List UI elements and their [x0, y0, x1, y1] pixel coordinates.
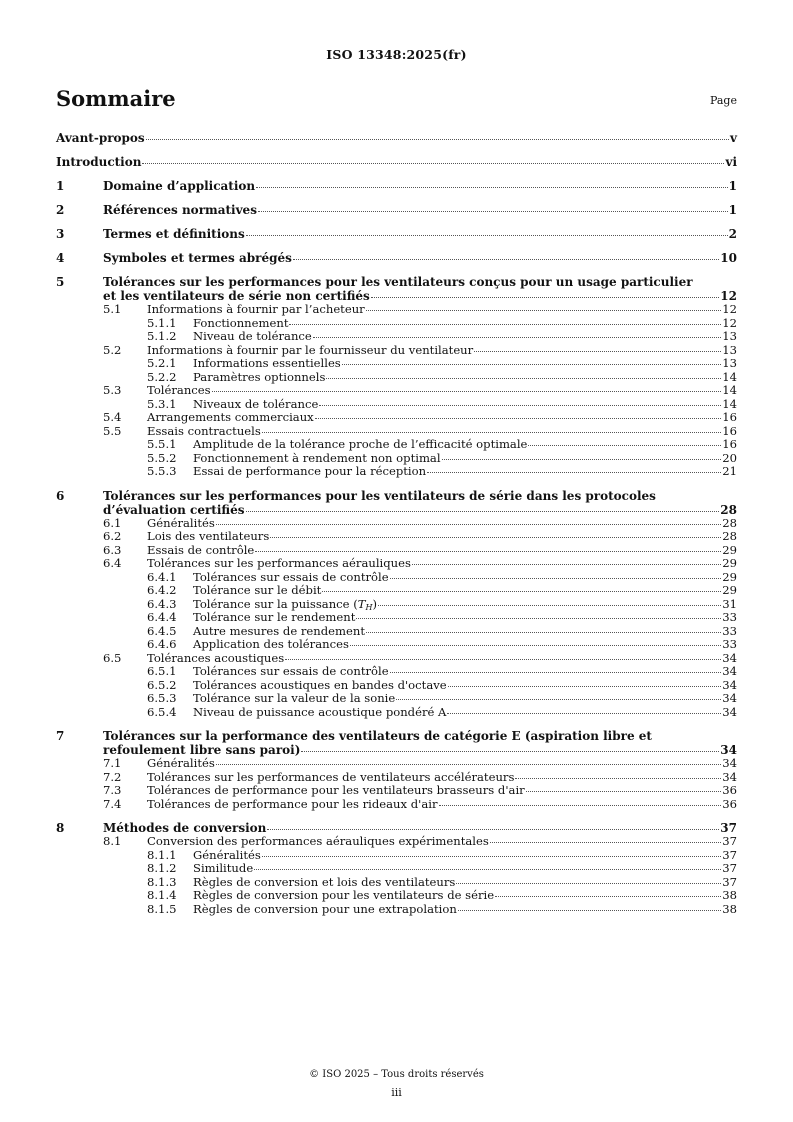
- toc-entry-number: 5.2.2: [147, 369, 177, 384]
- page-title: Sommaire: [56, 86, 176, 111]
- toc-entry-page: 16: [722, 423, 737, 438]
- toc-entry-number: 6.4.3: [147, 596, 177, 611]
- toc-entry-page: 38: [722, 901, 737, 916]
- toc-entry-1[interactable]: [56, 179, 737, 193]
- toc-entry-page: 14: [722, 369, 737, 384]
- toc-entry-page: 34: [722, 677, 737, 692]
- toc-entry-page: 37: [722, 874, 737, 889]
- dot-leader: [212, 391, 722, 392]
- toc-entry-text-main: Tolérance sur la puissance (: [193, 596, 358, 611]
- dot-leader: [366, 310, 722, 311]
- toc-entry-text: Essais contractuels: [147, 423, 261, 438]
- toc-entry-page: 29: [722, 569, 737, 584]
- toc-entry-page: 10: [720, 251, 737, 265]
- toc-entry-5-1-2[interactable]: [56, 330, 737, 344]
- toc-entry-5-1-1[interactable]: [56, 317, 737, 331]
- toc-entry-text: Avant-propos: [56, 131, 145, 145]
- toc-entry-text: Tolérances sur essais de contrôle: [193, 664, 389, 678]
- toc-entry-6-line1[interactable]: [56, 489, 737, 503]
- toc-entry-6-5-4[interactable]: [56, 706, 737, 720]
- toc-entry-8-1-1[interactable]: [56, 849, 737, 863]
- toc-entry-text: et les ventilateurs de série non certifiés: [103, 289, 370, 303]
- toc-entry-8-1-4[interactable]: [56, 889, 737, 903]
- toc-entry-7-line1[interactable]: [56, 729, 737, 743]
- toc-entry-text: Généralités: [193, 847, 261, 862]
- dot-leader: [396, 699, 721, 700]
- toc-entry-number: 6.4.1: [147, 569, 177, 584]
- dot-leader: [456, 883, 721, 884]
- toc-entry-text: Niveaux de tolérance: [193, 396, 319, 411]
- toc-entry-text: Autre mesures de rendement: [193, 623, 365, 638]
- toc-entry-7-line2[interactable]: [56, 743, 737, 757]
- toc-entry-page: 14: [722, 383, 737, 397]
- toc-entry-text: d’évaluation certifiés: [103, 502, 245, 517]
- dot-leader: [495, 896, 721, 897]
- toc-entry-page: 28: [720, 502, 737, 517]
- toc-entry-text: Tolérances sur la performance des ventilateurs de catégorie E (aspiration libre et: [103, 729, 652, 743]
- toc-entry-text: Application des tolérances: [193, 637, 349, 651]
- dot-leader: [254, 869, 721, 870]
- dot-leader: [350, 645, 721, 646]
- toc-entry-6-4[interactable]: [56, 557, 737, 571]
- dot-leader: [322, 591, 721, 592]
- toc-entry-page: 21: [722, 464, 737, 478]
- toc-entry-text: Paramètres optionnels: [193, 369, 326, 384]
- dot-leader: [142, 163, 724, 164]
- toc-entry-text: Similitude: [193, 861, 254, 875]
- toc-entry-number: 8.1.2: [147, 861, 177, 875]
- page-column-label: Page: [709, 94, 737, 107]
- dot-leader: [515, 778, 721, 779]
- toc-entry-text: Introduction: [56, 155, 142, 169]
- toc-entry-text: Informations à fournir par le fournisseur du ventilateur: [147, 342, 474, 357]
- toc-entry-page: 13: [722, 342, 737, 357]
- power-symbol: T: [357, 596, 366, 611]
- toc-entry-number: 7: [56, 729, 65, 743]
- toc-entry-text: Généralités: [147, 756, 215, 770]
- power-symbol-subscript: H: [365, 602, 373, 612]
- toc-entry-avant-propos[interactable]: [56, 131, 737, 145]
- toc-entry-5-5-2[interactable]: [56, 452, 737, 466]
- toc-entry-page: vi: [725, 155, 737, 169]
- copyright-notice: © ISO 2025 – Tous droits réservés: [309, 1069, 484, 1080]
- toc-entry-8[interactable]: [56, 821, 737, 835]
- toc-entry-page: 28: [722, 515, 737, 530]
- dot-leader: [526, 791, 722, 792]
- toc-entry-text: Règles de conversion pour les ventilateurs de série: [193, 888, 495, 902]
- toc-entry-6-4-1[interactable]: [56, 571, 737, 585]
- toc-entry-text: Tolérances sur les performances pour les ventilateurs conçus pour un usage particulier: [103, 275, 693, 289]
- toc-entry-introduction[interactable]: [56, 155, 737, 169]
- dot-leader: [267, 829, 719, 830]
- toc-entry-page: 34: [722, 650, 737, 665]
- toc-entry-page: 29: [722, 542, 737, 557]
- toc-entry-number: 3: [56, 227, 65, 241]
- toc-entry-number: 5.3.1: [147, 396, 177, 411]
- dot-leader: [255, 551, 721, 552]
- toc-entry-number: 8.1: [103, 834, 122, 848]
- toc-entry-text: Fonctionnement à rendement non optimal: [193, 450, 441, 465]
- toc-entry-number: 5.2: [103, 342, 122, 357]
- toc-entry-text: Tolérances sur les performances de ventilateurs accélérateurs: [147, 769, 515, 784]
- dot-leader: [246, 511, 720, 512]
- toc-entry-number: 5.1.2: [147, 329, 177, 343]
- toc-entry-6-1[interactable]: [56, 517, 737, 531]
- toc-entry-page: 34: [722, 769, 737, 784]
- toc-entry-number: 5: [56, 275, 65, 289]
- toc-entry-5-5[interactable]: [56, 425, 737, 439]
- dot-leader: [301, 751, 719, 752]
- toc-entry-number: 6.3: [103, 542, 122, 557]
- toc-entry-6-5-3[interactable]: [56, 692, 737, 706]
- toc-entry-text: Tolérances sur les performances pour les ventilateurs de série dans les protocoles: [103, 488, 656, 503]
- toc-entry-text: Domaine d’application: [103, 179, 256, 193]
- standard-header: ISO 13348:2025(fr): [326, 47, 467, 62]
- dot-leader: [356, 618, 721, 619]
- dot-leader: [447, 713, 721, 714]
- toc-entry-8-1-5[interactable]: [56, 903, 737, 917]
- toc-entry-page: 37: [720, 821, 737, 835]
- toc-entry-number: 6.5.4: [147, 704, 177, 719]
- toc-entry-number: 1: [56, 179, 65, 193]
- toc-entry-page: 33: [722, 623, 737, 638]
- toc-entry-6-4-6[interactable]: [56, 638, 737, 652]
- dot-leader: [289, 324, 721, 325]
- toc-entry-text: Généralités: [147, 515, 215, 530]
- dot-leader: [490, 842, 721, 843]
- dot-leader: [412, 564, 721, 565]
- toc-entry-6-5-2[interactable]: [56, 679, 737, 693]
- toc-entry-page: 13: [722, 329, 737, 343]
- toc-entry-text: Tolérance sur le rendement: [193, 610, 356, 624]
- dot-leader: [246, 235, 728, 236]
- toc-entry-number: 6.4.4: [147, 610, 177, 624]
- toc-entry-number: 5.5.1: [147, 437, 177, 451]
- dot-leader: [262, 856, 721, 857]
- toc-entry-text: Tolérances de performance pour les rideaux d'air: [147, 796, 438, 811]
- toc-entry-8-1[interactable]: [56, 835, 737, 849]
- toc-entry-number: 8.1.5: [147, 901, 177, 916]
- toc-entry-number: 8.1.3: [147, 874, 177, 889]
- toc-entry-text: Tolérances de performance pour les ventilateurs brasseurs d'air: [147, 783, 525, 797]
- toc-entry-4[interactable]: [56, 251, 737, 265]
- toc-entry-number: 8: [56, 821, 65, 835]
- toc-entry-page: 12: [722, 315, 737, 330]
- toc-entry-6-2[interactable]: [56, 530, 737, 544]
- toc-entry-number: 8.1.1: [147, 847, 177, 862]
- toc-entry-6-5-1[interactable]: [56, 665, 737, 679]
- toc-entry-text: Références normatives: [103, 203, 257, 217]
- toc-entry-page: 1: [728, 179, 737, 193]
- dot-leader: [146, 139, 729, 140]
- toc-entry-text: Conversion des performances aérauliques expérimentales: [147, 834, 489, 848]
- toc-entry-5-3-1[interactable]: [56, 398, 737, 412]
- toc-entry-number: 5.5.3: [147, 464, 177, 478]
- toc-entry-text: Règles de conversion pour une extrapolation: [193, 901, 457, 916]
- toc-entry-page: 33: [722, 637, 737, 651]
- dot-leader: [458, 910, 721, 911]
- dot-leader: [390, 578, 722, 579]
- toc-entry-5-4[interactable]: [56, 411, 737, 425]
- dot-leader: [366, 632, 721, 633]
- toc-entry-number: 2: [56, 203, 65, 217]
- toc-entry-number: 6.5: [103, 650, 122, 665]
- toc-entry-5-1[interactable]: [56, 303, 737, 317]
- dot-leader: [216, 524, 721, 525]
- toc-entry-text: Méthodes de conversion: [103, 821, 267, 835]
- toc-entry-text: Essai de performance pour la réception: [193, 464, 427, 478]
- toc-entry-page: 36: [722, 783, 737, 797]
- toc-entry-page: 37: [722, 861, 737, 875]
- toc-entry-page: 34: [720, 743, 737, 757]
- toc-entry-text: Lois des ventilateurs: [147, 529, 270, 543]
- toc-entry-5-2[interactable]: [56, 344, 737, 358]
- dot-leader: [342, 364, 721, 365]
- toc-entry-number: 6.5.1: [147, 664, 177, 678]
- toc-entry-page: 31: [722, 596, 737, 611]
- toc-entry-text: Termes et définitions: [103, 227, 245, 241]
- toc-entry-page: 34: [722, 691, 737, 705]
- dot-leader: [270, 537, 721, 538]
- dot-leader: [262, 432, 721, 433]
- toc-entry-8-1-3[interactable]: [56, 876, 737, 890]
- toc-entry-text: Niveau de puissance acoustique pondéré A: [193, 704, 447, 719]
- toc-entry-text: Tolérances: [147, 383, 211, 397]
- toc-entry-page: 34: [722, 704, 737, 719]
- toc-entry-number: 6.5.3: [147, 691, 177, 705]
- toc-entry-text: Tolérance sur le débit: [193, 583, 322, 597]
- dot-leader: [285, 659, 721, 660]
- toc-entry-6-4-4[interactable]: [56, 611, 737, 625]
- toc-entry-page: 16: [722, 410, 737, 424]
- dot-leader: [319, 405, 721, 406]
- toc-entry-page: 16: [722, 437, 737, 451]
- dot-leader: [528, 445, 721, 446]
- dot-leader: [256, 187, 728, 188]
- toc-entry-text: Règles de conversion et lois des ventilateurs: [193, 874, 456, 889]
- toc-entry-3[interactable]: [56, 227, 737, 241]
- toc-entry-5-3[interactable]: [56, 384, 737, 398]
- toc-entry-text: Amplitude de la tolérance proche de l’efficacité optimale: [193, 437, 528, 451]
- toc-entry-number: 6.4.6: [147, 637, 177, 651]
- toc-entry-text: Tolérance sur la valeur de la sonie: [193, 691, 396, 705]
- toc-entry-text: Informations essentielles: [193, 356, 341, 370]
- toc-entry-number: 6.1: [103, 515, 122, 530]
- dot-leader: [390, 672, 722, 673]
- toc-entry-number: 5.5: [103, 423, 122, 438]
- toc-entry-page: 36: [722, 796, 737, 811]
- toc-entry-8-1-2[interactable]: [56, 862, 737, 876]
- toc-entry-number: 6.4.2: [147, 583, 177, 597]
- toc-entry-page: 29: [722, 583, 737, 597]
- dot-leader: [258, 211, 728, 212]
- toc-entry-text: Fonctionnement: [193, 315, 289, 330]
- toc-entry-number: 5.3: [103, 383, 122, 397]
- toc-entry-page: 12: [722, 302, 737, 316]
- toc-entry-page: 34: [722, 756, 737, 770]
- toc-entry-5-5-3[interactable]: [56, 465, 737, 479]
- toc-entry-text: Tolérances acoustiques en bandes d'octave: [193, 677, 447, 692]
- toc-entry-page: 20: [722, 450, 737, 465]
- toc-entry-number: 6: [56, 488, 65, 503]
- title-row: [56, 86, 737, 112]
- toc-entry-text: Niveau de tolérance: [193, 329, 312, 343]
- toc-entry-text: Tolérances acoustiques: [147, 650, 285, 665]
- toc-entry-page: 37: [722, 847, 737, 862]
- toc-entry-page: v: [730, 131, 737, 145]
- toc-entry-page: 2: [728, 227, 737, 241]
- dot-leader: [448, 686, 722, 687]
- toc-entry-6-4-5[interactable]: [56, 625, 737, 639]
- toc-entry-text: refoulement libre sans paroi): [103, 743, 301, 757]
- toc-entry-page: 37: [722, 834, 737, 848]
- dot-leader: [313, 337, 721, 338]
- toc-entry-page: 29: [722, 556, 737, 570]
- toc-entry-number: 8.1.4: [147, 888, 177, 902]
- toc-entry-page: 33: [722, 610, 737, 624]
- toc-entry-number: 5.1.1: [147, 315, 177, 330]
- toc-entry-text: Arrangements commerciaux: [147, 410, 314, 424]
- toc-entry-text: Tolérances sur les performances aérauliques: [147, 556, 411, 570]
- toc-entry-page: 38: [722, 888, 737, 902]
- dot-leader: [293, 259, 719, 260]
- toc-entry-text-end: ): [372, 596, 377, 611]
- toc-entry-6-3[interactable]: [56, 544, 737, 558]
- toc-entry-text: Informations à fournir par l’acheteur: [147, 302, 365, 316]
- toc-entry-page: 12: [720, 289, 737, 303]
- toc-entry-text: Tolérances sur essais de contrôle: [193, 569, 389, 584]
- dot-leader: [378, 605, 721, 606]
- toc-entry-number: 7.2: [103, 769, 122, 784]
- toc-entry-7-2[interactable]: [56, 771, 737, 785]
- dot-leader: [442, 459, 722, 460]
- toc-entry-7-3[interactable]: [56, 784, 737, 798]
- toc-entry-6-4-3[interactable]: [56, 598, 737, 612]
- toc-entry-page: 13: [722, 356, 737, 370]
- toc-entry-page: 1: [728, 203, 737, 217]
- toc-entry-2[interactable]: [56, 203, 737, 217]
- toc-entry-6-5[interactable]: [56, 652, 737, 666]
- toc-entry-5-5-1[interactable]: [56, 438, 737, 452]
- toc-entry-text: Essais de contrôle: [147, 542, 255, 557]
- toc-entry-page: 14: [722, 396, 737, 411]
- toc-entry-6-line2[interactable]: [56, 503, 737, 517]
- dot-leader: [439, 805, 722, 806]
- toc-entry-5-line2[interactable]: [56, 289, 737, 303]
- toc-entry-number: 5.4: [103, 410, 122, 424]
- dot-leader: [427, 472, 721, 473]
- toc-entry-number: 5.5.2: [147, 450, 177, 465]
- toc-entry-5-2-1[interactable]: [56, 357, 737, 371]
- dot-leader: [474, 351, 721, 352]
- toc-entry-7-4[interactable]: [56, 798, 737, 812]
- toc-entry-number: 5.2.1: [147, 356, 177, 370]
- toc-entry-number: 7.3: [103, 783, 122, 797]
- toc-entry-text: Symboles et termes abrégés: [103, 251, 292, 265]
- toc-entry-5-2-2[interactable]: [56, 371, 737, 385]
- page-number: iii: [391, 1086, 402, 1099]
- toc-entry-page: 28: [722, 529, 737, 543]
- toc-entry-6-4-2[interactable]: [56, 584, 737, 598]
- dot-leader: [216, 764, 721, 765]
- toc-entry-page: 34: [722, 664, 737, 678]
- toc-entry-number: 7.4: [103, 796, 122, 811]
- toc-entry-number: 4: [56, 251, 65, 265]
- dot-leader: [326, 378, 721, 379]
- toc-entry-7-1[interactable]: [56, 757, 737, 771]
- dot-leader: [315, 418, 722, 419]
- toc-entry-5-line1[interactable]: [56, 275, 737, 289]
- toc-entry-number: 6.5.2: [147, 677, 177, 692]
- toc-entry-number: 5.1: [103, 302, 122, 316]
- toc-entry-number: 6.2: [103, 529, 122, 543]
- table-of-contents: [56, 131, 737, 916]
- toc-entry-number: 6.4: [103, 556, 122, 570]
- dot-leader: [371, 297, 719, 298]
- toc-entry-number: 6.4.5: [147, 623, 177, 638]
- toc-entry-number: 7.1: [103, 756, 122, 770]
